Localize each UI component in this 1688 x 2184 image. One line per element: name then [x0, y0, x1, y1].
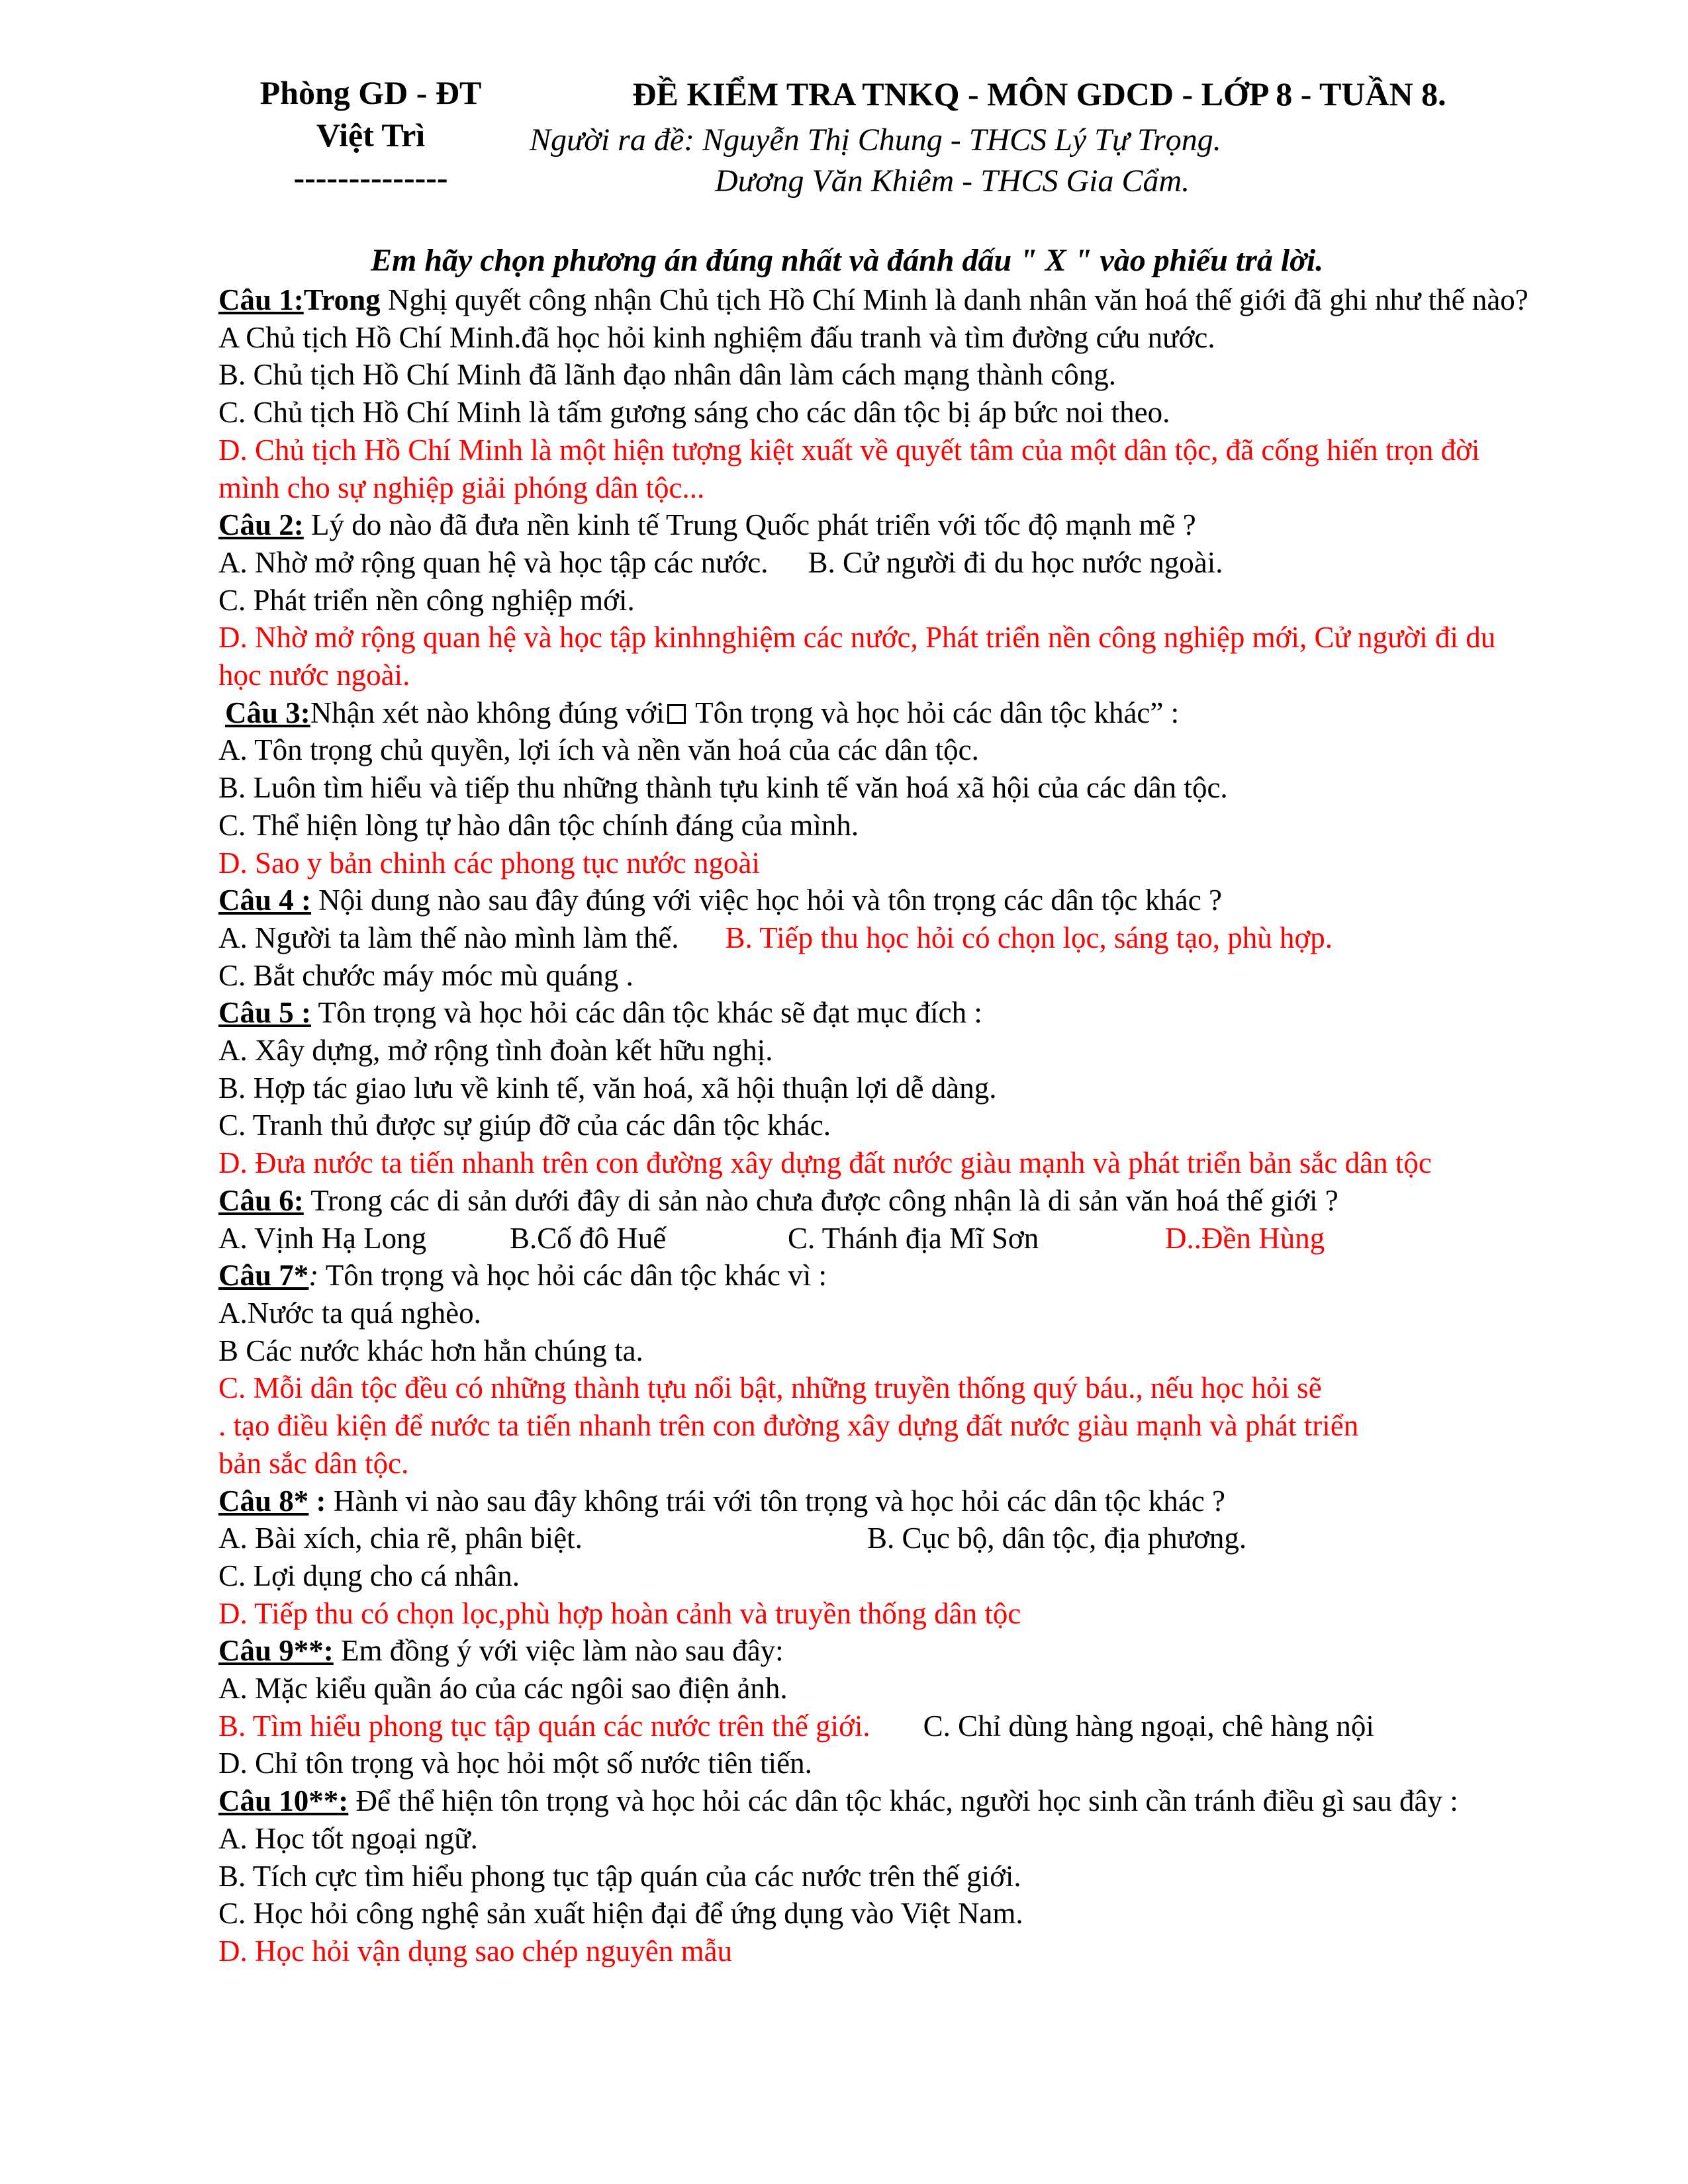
question-9-option-b-answer: B. Tìm hiểu phong tục tập quán các nước trên thế giới.: [218, 1709, 870, 1743]
question-7-option-b: B Các nước khác hơn hẳn chúng ta.: [218, 1334, 643, 1367]
question-2-option-c: C. Phát triển nền công nghiệp mới.: [218, 583, 635, 617]
question-8-colon: :: [308, 1484, 326, 1518]
question-4-text: Nội dung nào sau đây đúng với việc học hỏi và tôn trọng các dân tộc khác ?: [311, 884, 1222, 917]
question-1-option-a: A Chủ tịch Hồ Chí Minh.đã học hỏi kinh nghiệm đấu tranh và tìm đường cứu nước.: [218, 320, 1215, 354]
question-7-stem: [218, 1257, 1539, 1295]
author-line-2: Dương Văn Khiêm - THCS Gia Cẩm.: [715, 163, 1190, 199]
question-7-colon: :: [308, 1259, 319, 1293]
question-6-stem: [218, 1182, 1539, 1220]
question-5-option-c: C. Tranh thủ được sự giúp đỡ của các dân tộc khác.: [218, 1109, 831, 1142]
question-3-option-b: B. Luôn tìm hiểu và tiếp thu những thành tựu kinh tế văn hoá xã hội của các dân tộc.: [218, 771, 1228, 805]
question-3-option-c: C. Thể hiện lòng tự hào dân tộc chính đáng của mình.: [218, 808, 859, 842]
question-3-option-d-answer: D. Sao y bản chinh các phong tục nước ngoài: [218, 846, 760, 880]
question-4-option-c: C. Bắt chước máy móc mù quáng .: [218, 958, 633, 992]
question-4-label: Câu 4 :: [218, 884, 312, 917]
question-1-text: Nghị quyết công nhận Chủ tịch Hồ Chí Minh là danh nhân văn hoá thế giới đã ghi như thế nào?: [380, 283, 1528, 316]
exam-title: ĐỀ KIỂM TRA TNKQ - MÔN GDCD - LỚP 8 - TUẦN 8.: [632, 75, 1446, 113]
question-4-stem: [218, 882, 1539, 919]
question-2-option-a: A. Nhờ mở rộng quan hệ và học tập các nước.: [218, 545, 769, 579]
question-6-options: [218, 1220, 1539, 1257]
question-8-options-ab: [218, 1520, 1539, 1557]
question-8-option-a: A. Bài xích, chia rẽ, phân biệt.: [218, 1522, 583, 1555]
question-5-text: Tôn trọng và học hỏi các dân tộc khác sẽ đạt mục đích :: [311, 996, 982, 1030]
question-9-text: Em đồng ý với việc làm nào sau đây:: [333, 1634, 784, 1668]
question-5-option-b: B. Hợp tác giao lưu về kinh tế, văn hoá, xã hội thuận lợi dễ dàng.: [218, 1071, 997, 1105]
question-1-option-d-answer: D. Chủ tịch Hồ Chí Minh là một hiện tượng kiệt xuất về quyết tâm của một dân tộc, đã cống hiến trọn đời mình cho sự nghiệp giải phóng dân tộc...: [218, 433, 1480, 504]
question-4-options-ab: [218, 919, 1539, 957]
question-7-option-c-answer-line-1: C. Mỗi dân tộc đều có những thành tựu nổi bật, những truyền thống quý báu., nếu học hỏi sẽ: [218, 1371, 1322, 1405]
question-7-option-c-answer-line-2: . tạo điều kiện để nước ta tiến nhanh trên con đường xây dựng đất nước giàu mạnh và phát triển: [218, 1409, 1359, 1443]
question-9-label: Câu 9**:: [218, 1634, 334, 1668]
question-3-label: Câu 3:: [225, 696, 310, 729]
question-7-option-a: A.Nước ta quá nghèo.: [218, 1296, 481, 1330]
question-5-label: Câu 5 :: [218, 996, 312, 1030]
question-10-text: Để thể hiện tôn trọng và học hỏi các dân tộc khác, người học sinh cần tránh điều gì sau đây :: [348, 1784, 1458, 1818]
question-3-option-a: A. Tôn trọng chủ quyền, lợi ích và nền văn hoá của các dân tộc.: [218, 733, 979, 767]
missing-glyph-box-icon: [667, 704, 686, 724]
question-8-stem: [218, 1482, 1539, 1520]
question-9-stem: [218, 1632, 1539, 1670]
question-10-option-c: C. Học hỏi công nghệ sản xuất hiện đại để ứng dụng vào Việt Nam.: [218, 1897, 1023, 1931]
question-list: [218, 281, 1539, 1970]
question-10-option-b: B. Tích cực tìm hiểu phong tục tập quán của các nước trên thế giới.: [218, 1859, 1021, 1893]
question-9-option-c: C. Chỉ dùng hàng ngoại, chê hàng nội: [923, 1709, 1374, 1743]
question-2-text: Lý do nào đã đưa nền kinh tế Trung Quốc phát triển với tốc độ mạnh mẽ ?: [303, 508, 1196, 542]
question-8-option-d-answer: D. Tiếp thu có chọn lọc,phù hợp hoàn cảnh và truyền thống dân tộc: [218, 1596, 1021, 1630]
question-9-option-a: A. Mặc kiểu quần áo của các ngôi sao điện ảnh.: [218, 1672, 788, 1706]
question-9-options-bc: [218, 1707, 1539, 1745]
question-2-option-d-answer: D. Nhờ mở rộng quan hệ và học tập kinhnghiệm các nước, Phát triển nền công nghiệp mới, Cử người đi du học nước ngoài.: [218, 621, 1496, 692]
question-8-text: Hành vi nào sau đây không trái với tôn trọng và học hỏi các dân tộc khác ?: [326, 1484, 1225, 1518]
question-6-label: Câu 6:: [218, 1183, 304, 1217]
question-1-stem: [218, 281, 1539, 319]
question-1-lead: Trong: [303, 283, 381, 316]
question-3-text-b: Tôn trọng và học hỏi các dân tộc khác” :: [688, 696, 1180, 729]
question-4-option-b-answer: B. Tiếp thu học hỏi có chọn lọc, sáng tạo, phù hợp.: [725, 921, 1333, 954]
question-10-option-a: A. Học tốt ngoại ngữ.: [218, 1821, 478, 1855]
question-6-option-d-answer: D..Đền Hùng: [1165, 1221, 1325, 1255]
question-1-option-b: B. Chủ tịch Hồ Chí Minh đã lãnh đạo nhân dân làm cách mạng thành công.: [218, 358, 1116, 392]
question-6-text: Trong các di sản dưới đây di sản nào chưa được công nhận là di sản văn hoá thế giới ?: [303, 1183, 1338, 1217]
question-6-option-a: A. Vịnh Hạ Long: [218, 1221, 427, 1255]
issuing-office: [218, 71, 523, 199]
question-2-stem: [218, 506, 1539, 544]
question-8-label: Câu 8*: [218, 1484, 309, 1518]
question-1-label: Câu 1:: [218, 283, 304, 316]
question-4-option-a: A. Người ta làm thế nào mình làm thế.: [218, 921, 679, 954]
instruction: Em hãy chọn phương án đúng nhất và đánh dấu " X " vào phiếu trả lời.: [371, 243, 1324, 278]
question-6-option-b: B.Cố đô Huế: [510, 1221, 667, 1255]
question-5-option-a: A. Xây dựng, mở rộng tình đoàn kết hữu nghị.: [218, 1034, 773, 1068]
question-10-label: Câu 10**:: [218, 1784, 349, 1818]
author-line-1: Người ra đề: Nguyễn Thị Chung - THCS Lý Tự Trọng.: [530, 122, 1221, 158]
question-8-option-c: C. Lợi dụng cho cá nhân.: [218, 1559, 520, 1592]
question-7-option-c-answer-line-3: bản sắc dân tộc.: [218, 1446, 409, 1480]
question-7-text: Tôn trọng và học hỏi các dân tộc khác vì :: [318, 1259, 827, 1293]
question-9-option-d: D. Chỉ tôn trọng và học hỏi một số nước tiên tiến.: [218, 1747, 812, 1780]
question-6-option-c: C. Thánh địa Mĩ Sơn: [788, 1221, 1039, 1255]
question-2-label: Câu 2:: [218, 508, 304, 542]
question-2-option-b: B. Cử người đi du học nước ngoài.: [808, 545, 1223, 579]
question-7-label: Câu 7*: [218, 1259, 309, 1293]
office-city: Việt Trì: [316, 116, 426, 154]
question-2-options-ab: [218, 544, 1539, 582]
question-5-option-d-answer: D. Đưa nước ta tiến nhanh trên con đường xây dựng đất nước giàu mạnh và phát triển bản sắc dân tộc: [218, 1146, 1432, 1180]
office-name: Phòng GD - ĐT: [259, 74, 482, 111]
question-10-option-d-answer: D. Học hỏi vận dụng sao chép nguyên mẫu: [218, 1934, 733, 1968]
question-1-option-c: C. Chủ tịch Hồ Chí Minh là tấm gương sáng cho các dân tộc bị áp bức noi theo.: [218, 396, 1170, 430]
office-rule: --------------: [293, 159, 448, 196]
question-8-option-b: B. Cục bộ, dân tộc, địa phương.: [867, 1522, 1247, 1555]
question-3-text-a: Nhận xét nào không đúng với: [310, 696, 665, 729]
question-10-stem: [218, 1782, 1539, 1820]
question-3-stem: [218, 694, 1539, 732]
question-5-stem: [218, 994, 1539, 1032]
